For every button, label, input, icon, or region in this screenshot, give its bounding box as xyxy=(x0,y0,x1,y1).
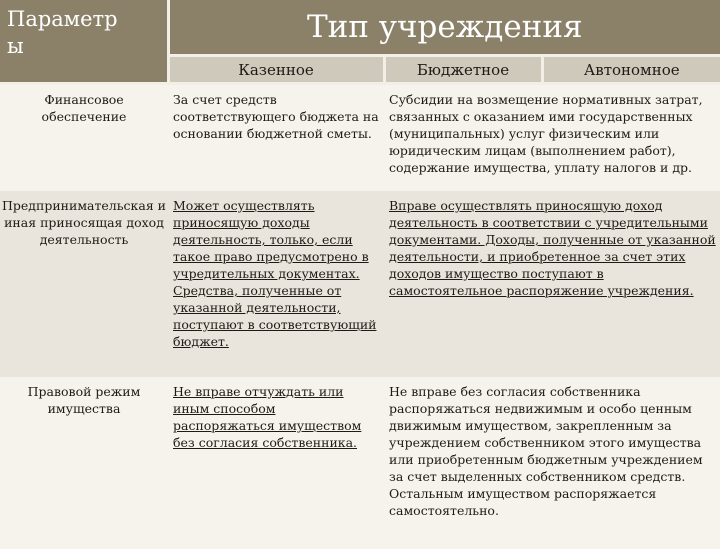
table-row xyxy=(0,191,720,377)
column-kazennoe: Казенное xyxy=(168,56,384,84)
row-label: Правовой режим имущества xyxy=(0,377,168,549)
budget-autonomous-cell: Вправе осуществлять приносящую доход деятельность в соответствии с учредительными документами. Доходы, полученные от указанной деятельности, и приобретенное за счет этих доходов имущество поступают в самостоятельное распоряжение учреждения. xyxy=(384,191,720,377)
table-row xyxy=(0,377,720,549)
parameters-header-label: Параметр ы xyxy=(7,7,118,58)
institution-type-header: Тип учреждения xyxy=(168,0,720,56)
row-label: Предпринимательская и иная приносящая доход деятельность xyxy=(0,191,168,377)
budget-autonomous-cell: Не вправе без согласия собственника распоряжаться недвижимым и особо ценным движимым имуществом, закрепленным за учреждением собственником этого имущества или приобретенным бюджетным учреждением за счет выделенных собственником средств. Остальным имуществом распоряжается самостоятельно. xyxy=(384,377,720,549)
column-avtonomnoe: Автономное xyxy=(542,56,720,84)
budget-autonomous-cell: Субсидии на возмещение нормативных затрат, связанных с оказанием ими государственных (муниципальных) услуг физическим или юридическим лицам (выполнением работ), содержание имущества, уплату налогов и др. xyxy=(384,84,720,192)
parameters-header xyxy=(0,0,168,84)
row-label: Финансовое обеспечение xyxy=(0,84,168,192)
table-row xyxy=(0,84,720,192)
kazennoe-cell: Не вправе отчуждать или иным способом распоряжаться имуществом без согласия собственника. xyxy=(168,377,384,549)
kazennoe-cell: Может осуществлять приносящую доходы деятельность, только, если такое право предусмотрено в учредительных документах. Средства, полученные от указанной деятельности, поступают в соответствующий бюджет. xyxy=(168,191,384,377)
column-byudzhetnoe: Бюджетное xyxy=(384,56,542,84)
kazennoe-cell: За счет средств соответствующего бюджета на основании бюджетной сметы. xyxy=(168,84,384,192)
